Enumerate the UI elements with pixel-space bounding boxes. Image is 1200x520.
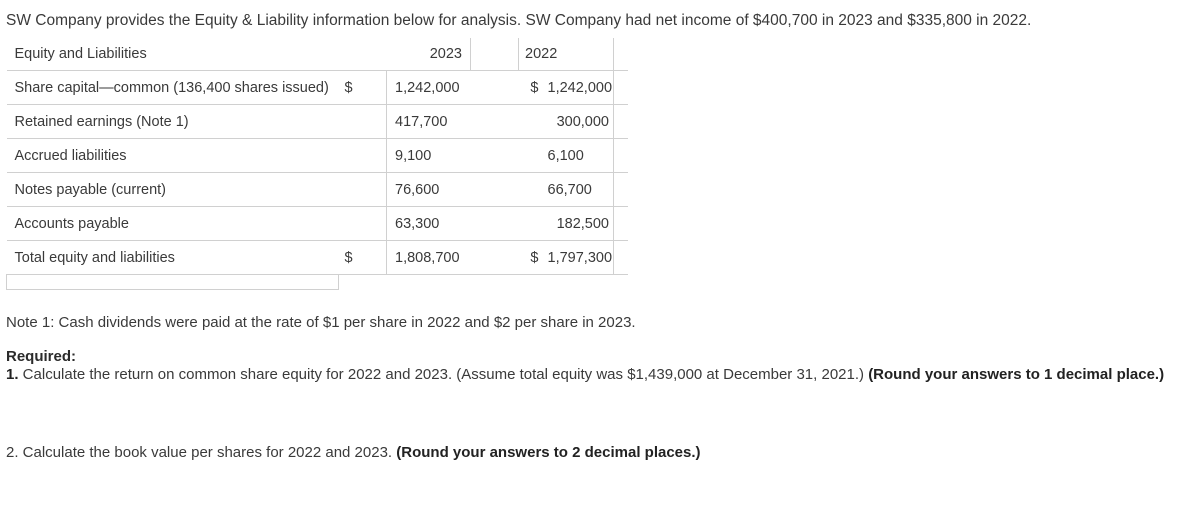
table-row — [7, 105, 629, 139]
row-dollar-2022: $ — [519, 241, 545, 275]
row-label: Accrued liabilities — [7, 139, 339, 173]
note-1: Note 1: Cash dividends were paid at the rate of $1 per share in 2022 and $2 per share in 2023. — [6, 314, 636, 331]
question-2-text: 2. Calculate the book value per shares for 2022 and 2023. — [6, 444, 397, 461]
table-row — [7, 207, 629, 241]
row-label: Retained earnings (Note 1) — [7, 105, 339, 139]
row-amount-2022: 1,797,300 — [545, 241, 614, 275]
question-1-text: Calculate the return on common share equity for 2022 and 2023. (Assume total equity was $1,439,000 at December 31, 2021.) — [18, 366, 869, 383]
question-1 — [6, 366, 1164, 384]
row-amount-2023: 63,300 — [387, 207, 471, 241]
question-1-rounding: (Round your answers to 1 decimal place.) — [868, 366, 1165, 383]
table-row — [7, 173, 629, 207]
row-dollar-2023: $ — [339, 71, 387, 105]
row-amount-2022: 300,000 — [545, 105, 614, 139]
row-amount-2023: 9,100 — [387, 139, 471, 173]
table-header-row — [7, 38, 629, 71]
row-label: Share capital—common (136,400 shares issued) — [7, 71, 339, 105]
required-section — [6, 348, 1164, 384]
question-1-number: 1. — [6, 366, 19, 383]
row-amount-2022: 182,500 — [545, 207, 614, 241]
row-amount-2023: 1,808,700 — [387, 241, 471, 275]
row-label: Notes payable (current) — [7, 173, 339, 207]
row-label: Total equity and liabilities — [7, 241, 339, 275]
table-row — [7, 139, 629, 173]
row-amount-2023: 417,700 — [387, 105, 471, 139]
table-row — [7, 71, 629, 105]
table-footer-spacer — [7, 275, 629, 290]
problem-intro: SW Company provides the Equity & Liability information below for analysis. SW Company had net income of $400,700 in 2023 and $335,800 in 2022. — [6, 12, 1032, 29]
header-year-2023: 2023 — [339, 38, 471, 71]
row-amount-2023: 1,242,000 — [387, 71, 471, 105]
row-dollar-2023 — [339, 105, 387, 139]
question-2-rounding: (Round your answers to 2 decimal places.) — [396, 444, 701, 461]
required-title: Required: — [6, 348, 77, 365]
row-dollar-2023: $ — [339, 241, 387, 275]
header-label: Equity and Liabilities — [14, 46, 147, 62]
header-year-2022: 2022 — [519, 38, 614, 71]
question-2 — [6, 444, 701, 461]
row-label: Accounts payable — [7, 207, 339, 241]
row-amount-2023: 76,600 — [387, 173, 471, 207]
row-dollar-2022: $ — [519, 71, 545, 105]
table-row-total — [7, 241, 629, 275]
row-amount-2022: 6,100 — [545, 139, 614, 173]
equity-liabilities-table — [6, 38, 628, 290]
row-amount-2022: 66,700 — [545, 173, 614, 207]
row-amount-2022: 1,242,000 — [545, 71, 614, 105]
